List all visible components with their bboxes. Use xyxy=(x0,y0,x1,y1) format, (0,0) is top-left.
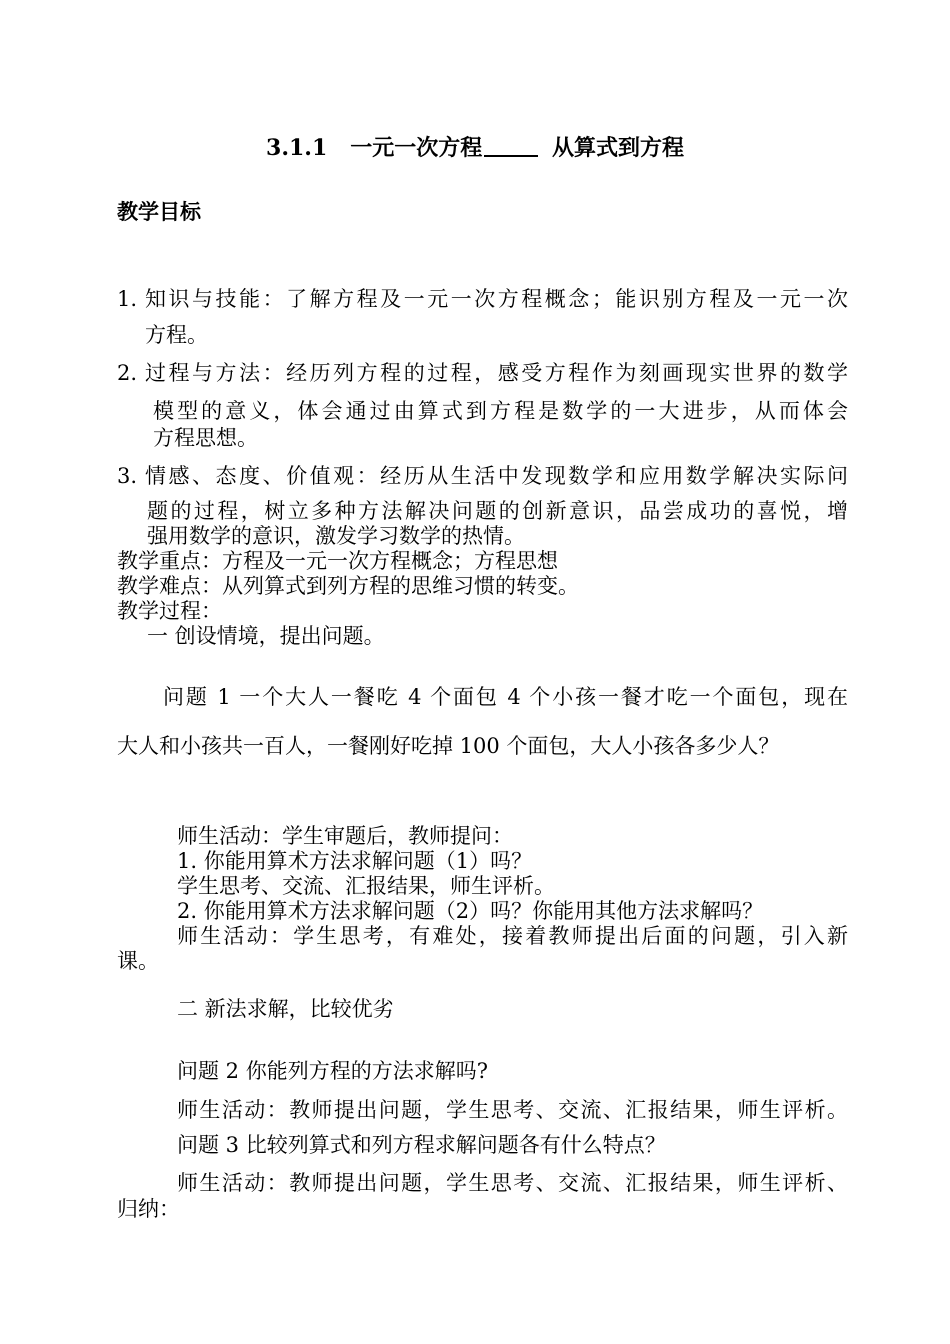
activity-3: 师生活动：教师提出问题，学生思考、交流、汇报结果，师生评析。 xyxy=(177,1098,848,1122)
goal-1-line1: 知识与技能：了解方程及一元一次方程概念；能识别方程及一元一次 xyxy=(145,287,848,311)
page-title xyxy=(0,134,950,162)
question-2: 2. 你能用算术方法求解问题（2）吗？你能用其他方法求解吗？ xyxy=(177,899,764,923)
goal-2-number: 2. xyxy=(117,361,138,385)
activity-2-line1: 师生活动：学生思考，有难处，接着教师提出后面的问题，引入新 xyxy=(177,924,848,948)
key-point: 教学重点：方程及一元一次方程概念；方程思想 xyxy=(117,549,558,573)
title-blank xyxy=(484,135,538,157)
problem-1-line2: 大人和小孩共一百人，一餐刚好吃掉 100 个面包，大人小孩各多少人？ xyxy=(117,734,780,758)
question-1: 1. 你能用算术方法求解问题（1）吗？ xyxy=(177,849,533,873)
activity-4-line2: 归纳： xyxy=(117,1197,180,1221)
discussion-1: 学生思考、交流、汇报结果，师生评析。 xyxy=(177,874,555,898)
activity-4-line1: 师生活动：教师提出问题，学生思考、交流、汇报结果，师生评析、 xyxy=(177,1171,848,1195)
goal-1-number: 1. xyxy=(117,287,138,311)
goal-3-line3: 强用数学的意识，激发学习数学的热情。 xyxy=(147,524,525,548)
problem-1-line1: 问题 1 一个大人一餐吃 4 个面包 4 个小孩一餐才吃一个面包，现在 xyxy=(163,685,848,709)
goal-2-line3: 方程思想。 xyxy=(153,426,258,450)
goal-3-number: 3. xyxy=(117,464,138,488)
goal-1-line2: 方程。 xyxy=(145,323,208,347)
section-2-heading: 二 新法求解，比较优劣 xyxy=(177,997,394,1021)
problem-3: 问题 3 比较列算式和列方程求解问题各有什么特点？ xyxy=(177,1133,666,1157)
problem-2: 问题 2 你能列方程的方法求解吗? xyxy=(177,1059,488,1083)
activity-2-line2: 课。 xyxy=(117,949,159,973)
goals-heading: 教学目标 xyxy=(117,199,201,224)
process-heading: 教学过程： xyxy=(117,599,222,623)
activity-1: 师生活动：学生审题后，教师提问： xyxy=(177,824,513,848)
title-number: 3.1.1 xyxy=(266,135,328,161)
goal-3-line1: 情感、态度、价值观：经历从生活中发现数学和应用数学解决实际问 xyxy=(145,464,848,488)
title-left: 一元一次方程 xyxy=(350,135,483,161)
goal-3-line2: 题的过程，树立多种方法解决问题的创新意识，品尝成功的喜悦，增 xyxy=(147,499,848,523)
difficulty: 教学难点：从列算式到列方程的思维习惯的转变。 xyxy=(117,574,579,598)
title-right: 从算式到方程 xyxy=(551,135,684,161)
goal-2-line1: 过程与方法：经历列方程的过程，感受方程作为刻画现实世界的数学 xyxy=(145,361,848,385)
goal-2-line2: 模型的意义，体会通过由算式到方程是数学的一大进步，从而体会 xyxy=(153,399,848,423)
section-1-heading: 一 创设情境，提出问题。 xyxy=(147,624,385,648)
